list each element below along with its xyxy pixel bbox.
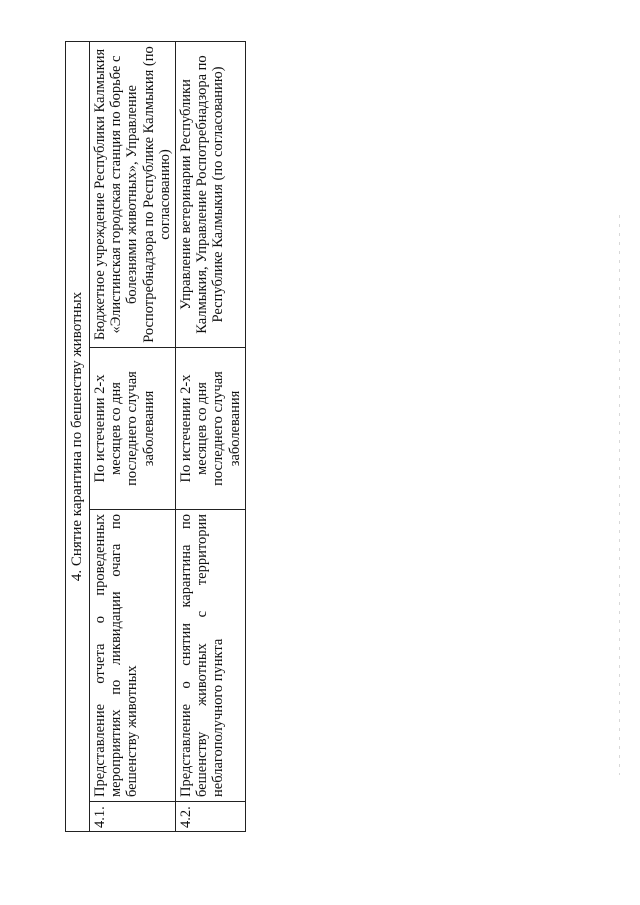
- row-responsible: Бюджетное учреждение Республики Калмыкия «Элистинская городская станция по борьбе с болезнями животных», Управление Роспотребнадзора по Республике Калмыкия (по согласованию): [89, 41, 175, 347]
- row-activity: Представление о снятии карантина по бешенству животных с территории неблагополучного пункта: [175, 510, 245, 802]
- section-header-row: [66, 41, 90, 831]
- section-title: 4. Снятие карантина по бешенству животных: [66, 41, 90, 831]
- scan-edge-mark: [619, 215, 620, 775]
- row-number: 4.2.: [175, 802, 245, 832]
- row-deadline: По истечении 2-х месяцев со дня последнего случая заболевания: [175, 348, 245, 510]
- row-deadline: По истечении 2-х месяцев со дня последнего случая заболевания: [89, 348, 175, 510]
- rotated-table-wrapper: [65, 42, 243, 832]
- row-responsible: Управление ветеринарии Республики Калмыкия, Управление Роспотребнадзора по Республике Калмыкия (по согласованию): [175, 41, 245, 347]
- row-number: 4.1.: [89, 802, 175, 832]
- measures-table: [65, 41, 246, 832]
- row-activity: Представление отчета о проведенных мероприятиях по ликвидации очага по бешенству животных: [89, 510, 175, 802]
- table-row: [175, 41, 245, 831]
- table-row: [89, 41, 175, 831]
